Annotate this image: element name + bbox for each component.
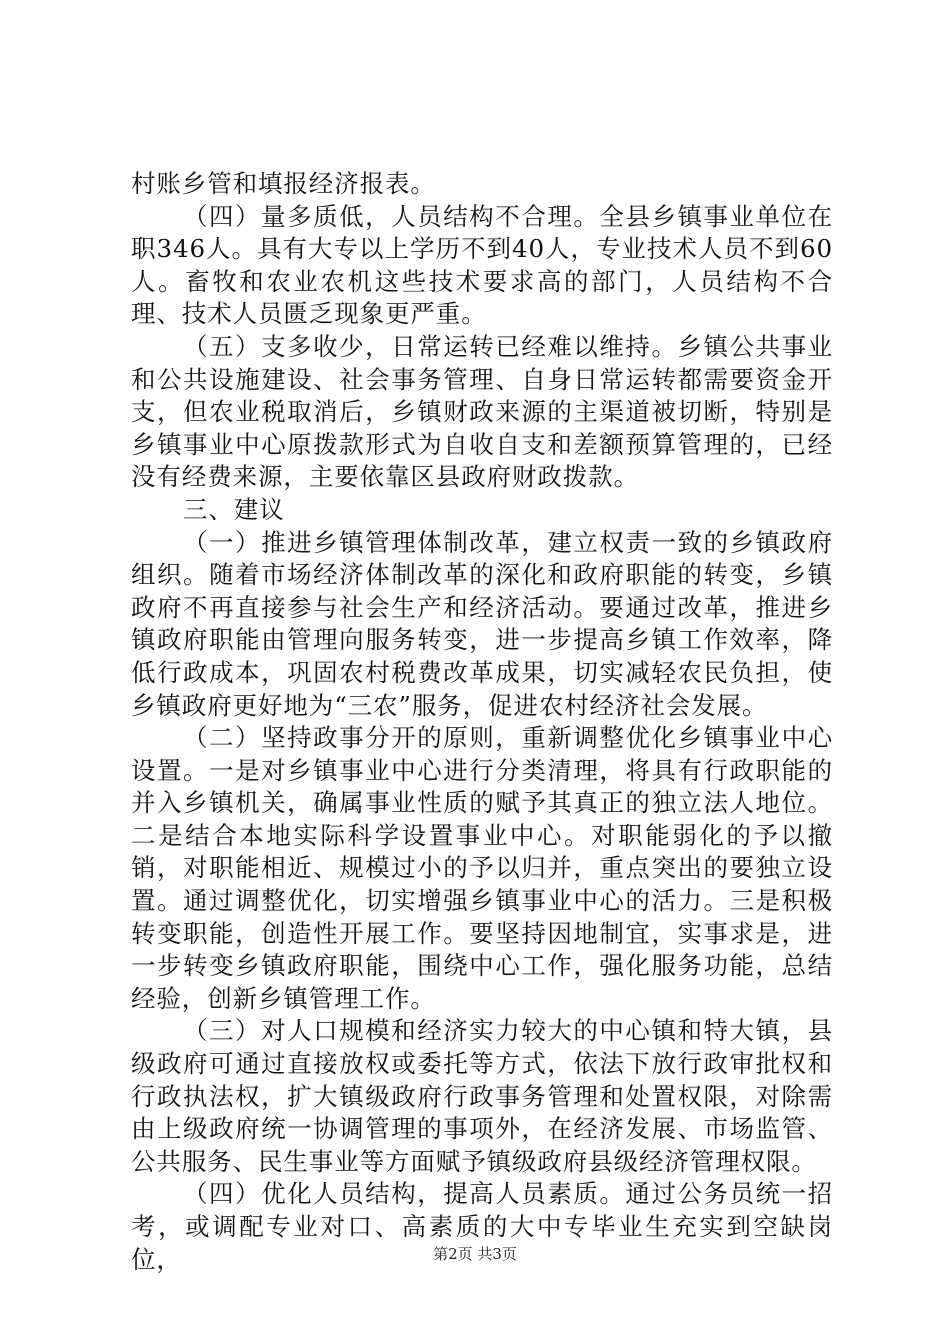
paragraph-suggestion-2: （二）坚持政事分开的原则，重新调整优化乡镇事业中心设置。一是对乡镇事业中心进行分类清理，将具有行政职能的并入乡镇机关，确属事业性质的赋予其真正的独立法人地位。二是结合本地实际科学设置事业中心。对职能弱化的予以撤销，对职能相近、规模过小的予以归并，重点突出的要独立设置。通过调整优化，切实增强乡镇事业中心的活力。三是积极转变职能，创造性开展工作。要坚持因地制宜，实事求是，进一步转变乡镇政府职能，围绕中心工作，强化服务功能，总结经验，创新乡镇管理工作。 (131, 723, 833, 1013)
page-number-footer: 第2页 共3页 (433, 1245, 517, 1263)
paragraph-suggestion-4: （四）优化人员结构，提高人员素质。通过公务员统一招考，或调配专业对口、高素质的大中专毕业生充实到空缺岗位， (131, 1179, 833, 1274)
paragraph-suggestion-1: （一）推进乡镇管理体制改革，建立权责一致的乡镇政府组织。随着市场经济体制改革的深化和政府职能的转变，乡镇政府不再直接参与社会生产和经济活动。要通过改革，推进乡镇政府职能由管理向服务转变，进一步提高乡镇工作效率，降低行政成本，巩固农村税费改革成果，切实减轻农民负担，使乡镇政府更好地为“三农”服务，促进农村经济社会发展。 (131, 527, 833, 720)
section-heading-suggestions: 三、建议 (183, 494, 285, 524)
paragraph-continuation: 村账乡管和填报经济报表。 (131, 169, 436, 198)
paragraph-suggestion-3: （三）对人口规模和经济实力较大的中心镇和特大镇，县级政府可通过直接放权或委托等方式，依法下放行政审批权和行政执法权，扩大镇级政府行政事务管理和处置权限，对除需由上级政府统一协调管理的事项外，在经济发展、市场监管、公共服务、民生事业等方面赋予镇级政府县级经济管理权限。 (131, 1016, 833, 1176)
paragraph-section-5-expenditure: （五）支多收少，日常运转已经难以维持。乡镇公共事业和公共设施建设、社会事务管理、自身日常运转都需要资金开支，但农业税取消后，乡镇财政来源的主渠道被切断，特别是乡镇事业中心原拨款形式为自收自支和差额预算管理的，已经没有经费来源，主要依靠区县政府财政拨款。 (131, 331, 833, 492)
document-body (131, 168, 833, 1276)
paragraph-section-4-staff-structure: （四）量多质低，人员结构不合理。全县乡镇事业单位在职346人。具有大专以上学历不到40人，专业技术人员不到60人。畜牧和农业农机这些技术要求高的部门，人员结构不合理、技术人员匮乏现象更严重。 (131, 201, 833, 329)
